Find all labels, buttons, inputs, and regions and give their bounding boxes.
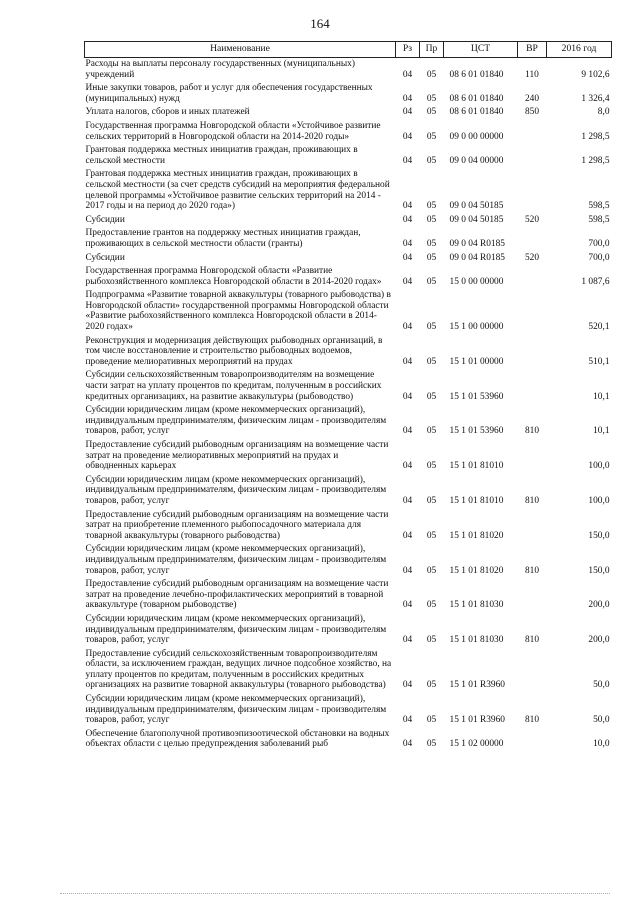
row-sum: 100,0 <box>588 461 610 472</box>
row-rz: 04 <box>402 635 413 646</box>
row-rz: 04 <box>402 495 413 506</box>
row-rz: 04 <box>402 739 413 750</box>
row-cst: 15 1 01 53960 <box>449 426 504 437</box>
row-sum: 8,0 <box>597 107 610 118</box>
row-rz: 04 <box>402 600 413 611</box>
row-name: Субсидии <box>85 252 125 263</box>
row-vr <box>518 728 547 752</box>
table-row <box>85 578 612 613</box>
row-sum: 10,0 <box>593 739 610 750</box>
row-cst: 15 1 01 81030 <box>449 635 504 646</box>
row-cst: 09 0 04 R0185 <box>449 238 505 249</box>
row-cst: 15 1 01 53960 <box>449 391 504 402</box>
table-row <box>85 728 612 752</box>
row-vr: 520 <box>524 252 540 263</box>
table-row <box>85 693 612 728</box>
row-vr <box>518 335 547 370</box>
row-name: Иные закупки товаров, работ и услуг для обеспечения государственных (муниципальных) нужд <box>85 83 373 104</box>
row-pr: 05 <box>426 356 437 367</box>
row-sum: 1 298,5 <box>581 131 610 142</box>
row-name: Субсидии <box>85 214 125 225</box>
row-cst: 15 0 00 00000 <box>449 276 504 287</box>
budget-table <box>84 41 612 752</box>
row-rz: 04 <box>402 214 413 225</box>
row-rz: 04 <box>402 131 413 142</box>
table-row <box>85 82 612 106</box>
row-rz: 04 <box>402 252 413 263</box>
header-name: Наименование <box>85 42 396 58</box>
row-pr: 05 <box>426 252 437 263</box>
row-sum: 9 102,6 <box>581 69 610 80</box>
header-vr: ВР <box>518 42 547 58</box>
row-pr: 05 <box>426 530 437 541</box>
row-vr <box>518 578 547 613</box>
row-name: Предоставление грантов на поддержку местных инициатив граждан, проживающих в сельской местности области (гранты) <box>85 228 361 249</box>
row-cst: 09 0 04 R0185 <box>449 252 505 263</box>
row-rz: 04 <box>402 69 413 80</box>
row-vr <box>518 369 547 404</box>
row-name: Грантовая поддержка местных инициатив граждан, проживающих в сельской местности <box>85 145 358 166</box>
row-cst: 09 0 00 00000 <box>449 131 504 142</box>
row-sum: 50,0 <box>593 680 610 691</box>
table-row <box>85 227 612 251</box>
row-vr <box>518 439 547 474</box>
row-vr <box>518 289 547 334</box>
row-sum: 50,0 <box>593 715 610 726</box>
row-cst: 08 6 01 01840 <box>449 69 504 80</box>
row-pr: 05 <box>426 276 437 287</box>
row-pr: 05 <box>426 426 437 437</box>
row-sum: 1 087,6 <box>581 276 610 287</box>
row-sum: 510,1 <box>588 356 610 367</box>
row-pr: 05 <box>426 739 437 750</box>
table-body <box>85 58 612 753</box>
bottom-rule <box>60 893 610 894</box>
row-pr: 05 <box>426 495 437 506</box>
row-sum: 700,0 <box>588 252 610 263</box>
table-row <box>85 58 612 83</box>
row-pr: 05 <box>426 201 437 212</box>
table-row <box>85 144 612 168</box>
row-sum: 1 326,4 <box>581 93 610 104</box>
row-rz: 04 <box>402 715 413 726</box>
row-name: Предоставление субсидий рыбоводным организациям на возмещение части затрат на проведение лечебно-профилактических мероприятий в товарной аквакультуре (товарном рыбоводстве) <box>85 579 389 611</box>
row-sum: 200,0 <box>588 635 610 646</box>
row-pr: 05 <box>426 238 437 249</box>
row-name: Расходы на выплаты персоналу государственных (муниципальных) учреждений <box>85 59 355 80</box>
row-cst: 15 1 01 81030 <box>449 600 504 611</box>
row-sum: 100,0 <box>588 495 610 506</box>
row-name: Субсидии юридическим лицам (кроме некоммерческих организаций), индивидуальным предпринимателям, физическим лицам - производителям товаров, работ, услуг <box>85 474 387 506</box>
row-rz: 04 <box>402 276 413 287</box>
row-pr: 05 <box>426 322 437 333</box>
row-rz: 04 <box>402 238 413 249</box>
header-pr: Пр <box>420 42 444 58</box>
table-row <box>85 120 612 144</box>
row-rz: 04 <box>402 155 413 166</box>
row-vr: 810 <box>524 565 540 576</box>
row-rz: 04 <box>402 356 413 367</box>
table-row <box>85 252 612 266</box>
row-rz: 04 <box>402 201 413 212</box>
row-vr: 810 <box>524 715 540 726</box>
row-rz: 04 <box>402 530 413 541</box>
row-pr: 05 <box>426 635 437 646</box>
header-year: 2016 год <box>547 42 612 58</box>
row-sum: 520,1 <box>588 322 610 333</box>
row-name: Предоставление субсидий сельскохозяйственным товаропроизводителям области, за исключением граждан, ведущих личное подсобное хозяйство, на уплату процентов по кредитам, полученным в российских кредитных организациях на развитие товарной аквакультуры (товарного рыбоводства) <box>85 648 392 691</box>
row-cst: 15 1 00 00000 <box>449 322 504 333</box>
row-rz: 04 <box>402 93 413 104</box>
row-cst: 15 1 01 81020 <box>449 565 504 576</box>
row-cst: 09 0 04 50185 <box>449 201 504 212</box>
row-cst: 08 6 01 01840 <box>449 107 504 118</box>
row-cst: 15 1 02 00000 <box>449 739 504 750</box>
header-cst: ЦСТ <box>444 42 518 58</box>
row-sum: 150,0 <box>588 565 610 576</box>
row-pr: 05 <box>426 715 437 726</box>
row-cst: 15 1 01 81020 <box>449 530 504 541</box>
row-pr: 05 <box>426 680 437 691</box>
row-name: Грантовая поддержка местных инициатив граждан, проживающих в сельской местности (за счет средств субсидий на мероприятия федеральной целевой программы «Устойчивое развитие сельских территорий на 2014 - 2017 годы и на период до 2020 года») <box>85 169 390 212</box>
row-pr: 05 <box>426 93 437 104</box>
row-vr: 850 <box>524 107 540 118</box>
row-name: Предоставление субсидий рыбоводным организациям на возмещение части затрат на проведение мелиоративных мероприятий на прудах и обводненных карьерах <box>85 440 389 472</box>
row-name: Субсидии юридическим лицам (кроме некоммерческих организаций), индивидуальным предпринимателям, физическим лицам - производителям товаров, работ, услуг <box>85 694 387 726</box>
row-name: Субсидии юридическим лицам (кроме некоммерческих организаций), индивидуальным предпринимателям, физическим лицам - производителям товаров, работ, услуг <box>85 613 387 646</box>
row-sum: 200,0 <box>588 600 610 611</box>
table-row <box>85 648 612 693</box>
row-sum: 1 298,5 <box>581 155 610 166</box>
row-rz: 04 <box>402 322 413 333</box>
row-vr <box>518 120 547 144</box>
row-sum: 150,0 <box>588 530 610 541</box>
row-vr <box>518 265 547 289</box>
row-sum: 598,5 <box>588 214 610 225</box>
table-row <box>85 214 612 228</box>
row-vr <box>518 227 547 251</box>
table-row <box>85 289 612 334</box>
row-vr <box>518 168 547 213</box>
row-name: Субсидии сельскохозяйственным товаропроизводителям на возмещение части затрат на уплату процентов по кредитам, полученным в российских кредитных организациях, на развитие аквакультуры (рыбоводство) <box>85 370 382 402</box>
row-vr: 810 <box>524 495 540 506</box>
row-rz: 04 <box>402 565 413 576</box>
row-cst: 15 1 01 R3960 <box>449 680 505 691</box>
row-name: Субсидии юридическим лицам (кроме некоммерческих организаций), индивидуальным предпринимателям, физическим лицам - производителям товаров, работ, услуг <box>85 405 387 437</box>
row-cst: 15 1 01 00000 <box>449 356 504 367</box>
row-vr <box>518 144 547 168</box>
row-rz: 04 <box>402 391 413 402</box>
row-pr: 05 <box>426 391 437 402</box>
row-rz: 04 <box>402 107 413 118</box>
row-pr: 05 <box>426 69 437 80</box>
row-vr <box>518 648 547 693</box>
table-row <box>85 168 612 213</box>
row-cst: 08 6 01 01840 <box>449 93 504 104</box>
row-vr: 110 <box>525 69 539 80</box>
row-vr: 240 <box>524 93 540 104</box>
row-vr <box>518 509 547 544</box>
table-row <box>85 439 612 474</box>
row-name: Подпрограмма «Развитие товарной аквакультуры (товарного рыбоводства) в Новгородской области» государственной программы Новгородской области «Развитие рыбохозяйственного комплекса Новгородской области в 2014-2020 годах» <box>85 290 391 333</box>
row-cst: 15 1 01 81010 <box>449 495 504 506</box>
row-pr: 05 <box>426 461 437 472</box>
row-name: Субсидии юридическим лицам (кроме некоммерческих организаций), индивидуальным предпринимателям, физическим лицам - производителям товаров, работ, услуг <box>85 544 387 576</box>
row-vr: 810 <box>524 426 540 437</box>
table-header <box>85 42 612 58</box>
table-row <box>85 509 612 544</box>
table-row <box>85 474 612 509</box>
page-number: 164 <box>310 16 330 31</box>
row-cst: 15 1 01 R3960 <box>449 715 505 726</box>
row-rz: 04 <box>402 426 413 437</box>
table-row <box>85 613 612 648</box>
row-cst: 09 0 04 00000 <box>449 155 504 166</box>
table-row <box>85 106 612 120</box>
row-sum: 598,5 <box>588 201 610 212</box>
row-name: Уплата налогов, сборов и иных платежей <box>85 107 250 118</box>
table-row <box>85 265 612 289</box>
row-sum: 10,1 <box>593 426 610 437</box>
row-name: Государственная программа Новгородской области «Развитие рыбохозяйственного комплекса Новгородской области в 2014-2020 годах» <box>85 266 382 287</box>
row-name: Обеспечение благополучной противоэпизоотической обстановки на водных объектах области с целью предупреждения заболеваний рыб <box>85 728 390 750</box>
row-name: Реконструкция и модернизация действующих рыбоводных организаций, в том числе восстановление и строительство рыбоводных водоемов, проведение мелиоративных мероприятий на прудах <box>85 335 383 367</box>
table-row <box>85 369 612 404</box>
row-sum: 10,1 <box>593 391 610 402</box>
row-vr: 810 <box>524 635 540 646</box>
row-cst: 15 1 01 81010 <box>449 461 504 472</box>
row-vr: 520 <box>524 214 540 225</box>
table-row <box>85 543 612 578</box>
row-sum: 700,0 <box>588 238 610 249</box>
row-rz: 04 <box>402 680 413 691</box>
table-row <box>85 404 612 439</box>
row-name: Предоставление субсидий рыбоводным организациям на возмещение части затрат на приобретение племенного рыбопосадочного материала для товарной аквакультуры (товарного рыбоводства) <box>85 509 389 541</box>
row-pr: 05 <box>426 600 437 611</box>
row-rz: 04 <box>402 461 413 472</box>
row-pr: 05 <box>426 214 437 225</box>
header-rz: Рз <box>396 42 420 58</box>
row-pr: 05 <box>426 155 437 166</box>
row-pr: 05 <box>426 131 437 142</box>
row-pr: 05 <box>426 565 437 576</box>
row-name: Государственная программа Новгородской области «Устойчивое развитие сельских территорий в Новгородской области на 2014-2020 годы» <box>85 120 381 142</box>
table-row <box>85 335 612 370</box>
row-cst: 09 0 04 50185 <box>449 214 504 225</box>
row-pr: 05 <box>426 107 437 118</box>
